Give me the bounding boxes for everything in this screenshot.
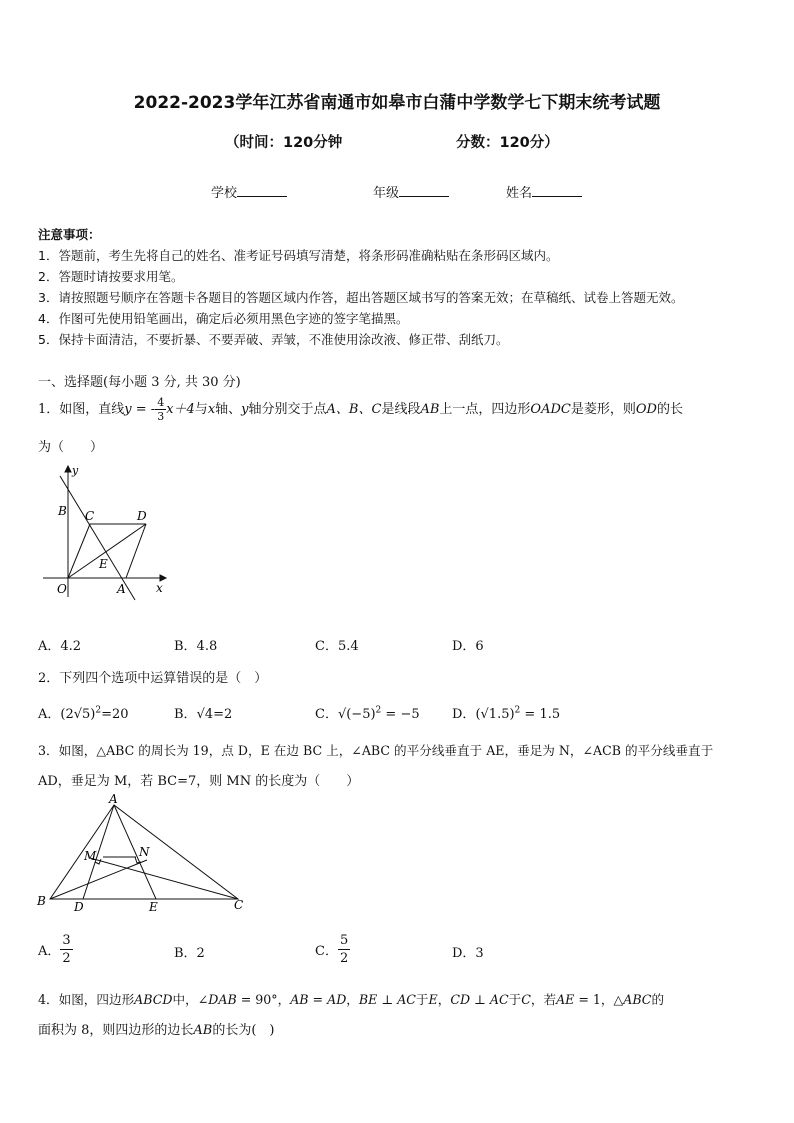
- name-blank: [532, 184, 582, 197]
- label-c: C: [234, 898, 244, 912]
- label-o: O: [57, 582, 67, 596]
- label-b: B: [37, 894, 46, 908]
- note-item-3: 3．请按照题号顺序在答题卡各题目的答题区域内作答，超出答题区域书写的答案无效；在草稿纸、试卷上答题无效。: [38, 290, 684, 305]
- page-title: 2022-2023学年江苏省南通市如皋市白蒲中学数学七下期末统考试题: [133, 93, 661, 113]
- label-y: y: [72, 464, 79, 477]
- label-a: A: [117, 582, 126, 596]
- label-b: B: [58, 504, 67, 518]
- question-3-line2: AD，垂足为 M，若 BC=7，则 MN 的长度为（ ）: [38, 774, 360, 789]
- grade-blank: [399, 184, 449, 197]
- label-e: E: [99, 557, 108, 571]
- label-n: N: [139, 845, 150, 859]
- note-item-2: 2．答题时请按要求用笔。: [38, 269, 184, 284]
- bisector-c: [90, 858, 238, 899]
- label-e: E: [149, 900, 158, 914]
- segment-ae: [114, 805, 156, 899]
- label-x: x: [156, 581, 163, 595]
- section-heading: 一、选择题(每小题 3 分, 共 30 分): [38, 375, 241, 390]
- notes-heading: 注意事项：: [38, 227, 101, 242]
- exam-time: （时间：120分钟: [225, 135, 343, 151]
- y-axis-arrow: [65, 466, 71, 472]
- label-a: A: [109, 792, 118, 806]
- q3-figure: [34, 792, 252, 916]
- grade-label: 年级: [373, 186, 400, 201]
- q1-option-d[interactable]: D．6: [452, 639, 484, 654]
- question-4-line2: 面积为 8，则四边形的边长AB的长为( ): [38, 1023, 275, 1038]
- q1-option-c[interactable]: C．5.4: [315, 639, 359, 654]
- segment-da: [126, 524, 146, 578]
- grade-field: [373, 182, 449, 201]
- question-3-line1: 3．如图，△ABC 的周长为 19，点 D，E 在边 BC 上，∠ABC 的平分线垂直于 AE，垂足为 N，∠ACB 的平分线垂直于: [38, 743, 714, 758]
- q2-option-c[interactable]: C．$√(-5)^2 = -5$: [315, 705, 420, 722]
- q1-figure: [38, 462, 168, 602]
- school-blank: [237, 184, 287, 197]
- label-d: D: [137, 509, 147, 523]
- question-4-line1: 4．如图，四边形ABCD中，∠DAB = 90°，AB = AD，BE ⊥ AC于E，CD ⊥ AC于C，若AE = 1，△ABC的: [38, 992, 665, 1007]
- q1-fraction: $\frac{4}{3}$: [157, 396, 165, 423]
- name-field: [506, 182, 582, 201]
- q3-option-b[interactable]: B．2: [174, 946, 205, 961]
- label-m: M: [84, 849, 97, 863]
- school-label: 学校: [211, 186, 238, 201]
- note-item-5: 5．保持卡面清洁，不要折暴、不要弄破、弄皱，不准使用涂改液、修正带、刮纸刀。: [38, 332, 509, 347]
- question-1-line2: 为（ ）: [38, 440, 104, 455]
- q3-option-d[interactable]: D．3: [452, 946, 484, 961]
- q3-option-a[interactable]: A． $\frac{3}{2}$: [38, 933, 71, 966]
- question-2: 2．下列四个选项中运算错误的是（ ）: [38, 671, 268, 686]
- bisector-b: [50, 860, 147, 899]
- q2-option-b[interactable]: B．√4=2: [174, 707, 233, 722]
- q3-option-c[interactable]: C． $\frac{5}{2}$: [315, 933, 349, 966]
- label-c: C: [85, 509, 95, 523]
- note-item-1: 1．答题前，考生先将自己的姓名、准考证号码填写清楚，将条形码准确粘贴在条形码区域内。: [38, 248, 559, 263]
- label-d: D: [74, 900, 84, 914]
- note-item-4: 4．作图可先使用铅笔画出，确定后必须用黑色字迹的签字笔描黑。: [38, 311, 409, 326]
- exam-score: 分数：120分）: [456, 135, 559, 151]
- q2-option-d[interactable]: D．$(√1.5)^2 = 1.5$: [452, 705, 561, 722]
- q2-option-a[interactable]: A．$(2√5)^2=20$: [38, 705, 129, 722]
- school-field: [211, 182, 287, 201]
- q1-option-a[interactable]: A．4.2: [38, 639, 82, 654]
- q1-option-b[interactable]: B．4.8: [174, 639, 218, 654]
- question-1-line1: 1．如图，直线y = - $\frac{4}{3}$ x＋4与x轴、y轴分别交于点A、B、C是线段AB上一点，四边形OADC是菱形，则OD的长: [38, 396, 683, 423]
- name-label: 姓名: [506, 186, 533, 201]
